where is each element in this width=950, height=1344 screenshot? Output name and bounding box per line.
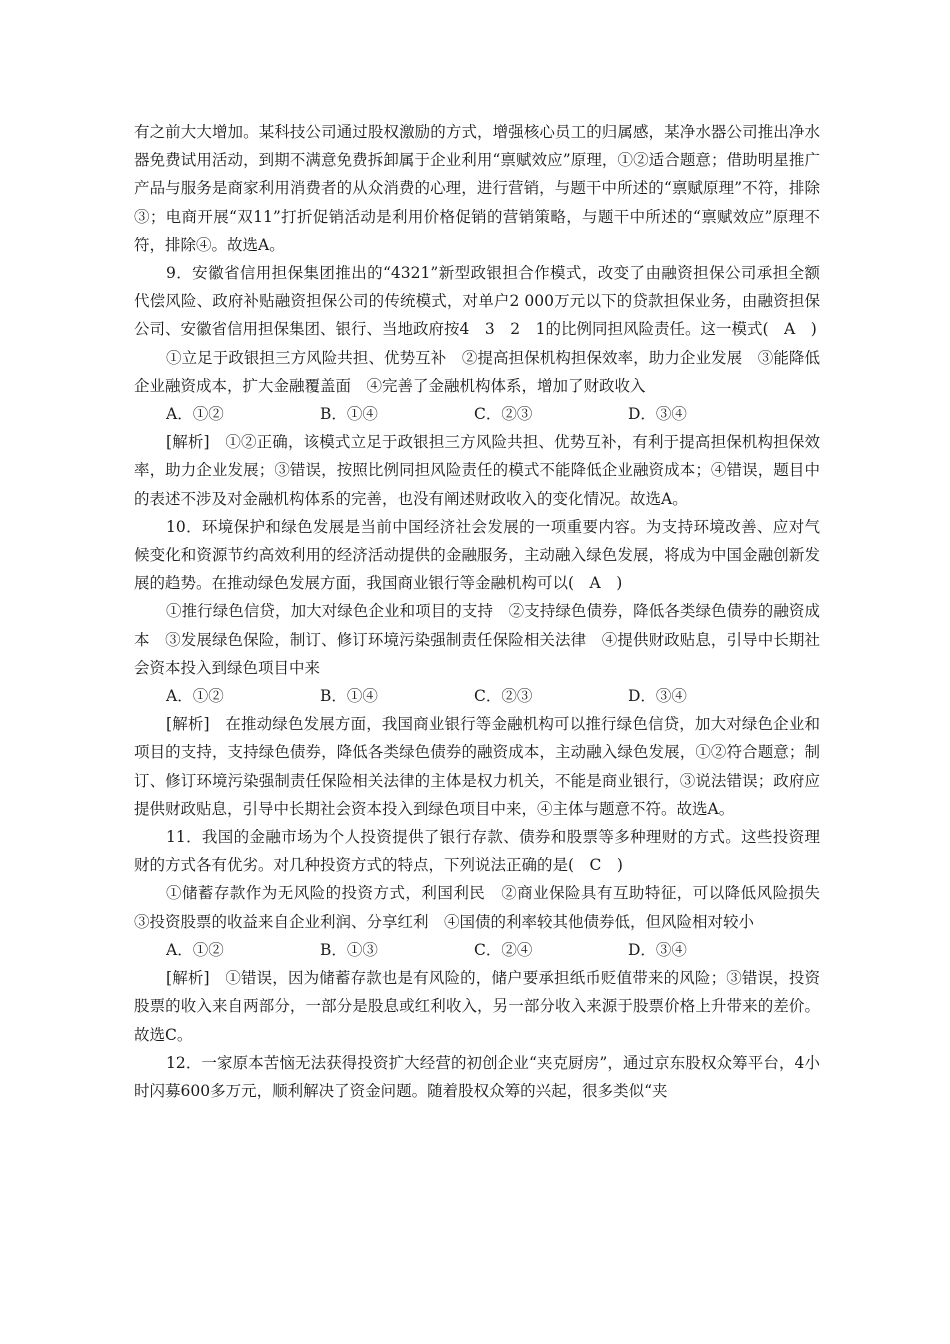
option-c: C．②③ [474, 687, 533, 706]
question-10-explanation: [解析] 在推动绿色发展方面，我国商业银行等金融机构可以推行绿色信贷，加大对绿色企业和项目的支持，支持绿色债券，降低各类绿色债券的融资成本，主动融入绿色发展，①②符合题意；制订、修订环境污染强制责任保险相关法律的主体是权力机关，不能是商业银行，③说法错误；政府应提供财政贴息，引导中长期社会资本投入到绿色项目中来，④主体与题意不符。故选A。 [134, 715, 820, 818]
option-c: C．②④ [474, 940, 533, 959]
option-b: B．①③ [320, 940, 378, 959]
option-d: D．③④ [628, 405, 687, 424]
option-a: A．①② [166, 405, 224, 424]
option-c: C．②③ [474, 405, 533, 424]
document-body [134, 118, 836, 1105]
question-10-statements: ①推行绿色信贷，加大对绿色企业和项目的支持 ②支持绿色债券，降低各类绿色债券的融资成本 ③发展绿色保险，制订、修订环境污染强制责任保险相关法律 ④提供财政贴息，引导中长期社会资本投入到绿色项目中来 [134, 602, 820, 677]
question-10-stem: 10．环境保护和绿色发展是当前中国经济社会发展的一项重要内容。为支持环境改善、应对气候变化和资源节约高效利用的经济活动提供的金融服务，主动融入绿色发展，将成为中国金融创新发展的趋势。在推动绿色发展方面，我国商业银行等金融机构可以( A ) [134, 517, 820, 593]
question-9-options [134, 400, 820, 428]
question-11-options [134, 936, 820, 964]
option-b: B．①④ [320, 687, 378, 706]
question-11-stem: 11．我国的金融市场为个人投资提供了银行存款、债券和股票等多种理财的方式。这些投资理财的方式各有优劣。对几种投资方式的特点，下列说法正确的是( C ) [134, 828, 820, 875]
option-a: A．①② [166, 940, 224, 959]
question-10-options [134, 682, 820, 710]
option-a: A．①② [166, 687, 224, 706]
option-d: D．③④ [628, 940, 687, 959]
option-b: B．①④ [320, 405, 378, 424]
question-9-explanation: [解析] ①②正确，该模式立足于政银担三方风险共担、优势互补，有利于提高担保机构担保效率，助力企业发展；③错误，按照比例同担风险责任的模式不能降低企业融资成本；④错误，题目中的表述不涉及对金融机构体系的完善，也没有阐述财政收入的变化情况。故选A。 [134, 433, 820, 508]
answer-explanation-8-continued: 有之前大大增加。某科技公司通过股权激励的方式，增强核心员工的归属感，某净水器公司推出净水器免费试用活动，到期不满意免费拆卸属于企业利用“禀赋效应”原理，①②适合题意；借助明星推广产品与服务是商家利用消费者的从众消费的心理，进行营销，与题干中所述的“禀赋原理”不符，排除③；电商开展“双11”打折促销活动是利用价格促销的营销策略，与题干中所述的“禀赋效应”原理不符，排除④。故选A。 [134, 123, 820, 254]
question-9-stem: 9．安徽省信用担保集团推出的“4321”新型政银担合作模式，改变了由融资担保公司承担全额代偿风险、政府补贴融资担保公司的传统模式，对单户2 000万元以下的贷款担保业务，由融资担保公司、安徽省信用担保集团、银行、当地政府按4 3 2 1的比例同担风险责任。这一模式( A ) [134, 264, 820, 339]
question-11-statements: ①储蓄存款作为无风险的投资方式，利国利民 ②商业保险具有互助特征，可以降低风险损失 ③投资股票的收益来自企业利润、分享红利 ④国债的利率较其他债券低，但风险相对较小 [134, 884, 836, 931]
question-9-statements: ①立足于政银担三方风险共担、优势互补 ②提高担保机构担保效率，助力企业发展 ③能降低企业融资成本，扩大金融覆盖面 ④完善了金融机构体系，增加了财政收入 [134, 348, 820, 395]
question-12-stem: 12．一家原本苦恼无法获得投资扩大经营的初创企业“夹克厨房”，通过京东股权众筹平台，4小时闪募600多万元，顺利解决了资金问题。随着股权众筹的兴起，很多类似“夹 [134, 1053, 820, 1100]
question-11-explanation: [解析] ①错误，因为储蓄存款也是有风险的，储户要承担纸币贬值带来的风险；③错误，投资股票的收入来自两部分，一部分是股息或红利收入，另一部分收入来源于股票价格上升带来的差价。故选C。 [134, 969, 820, 1044]
option-d: D．③④ [628, 687, 687, 706]
